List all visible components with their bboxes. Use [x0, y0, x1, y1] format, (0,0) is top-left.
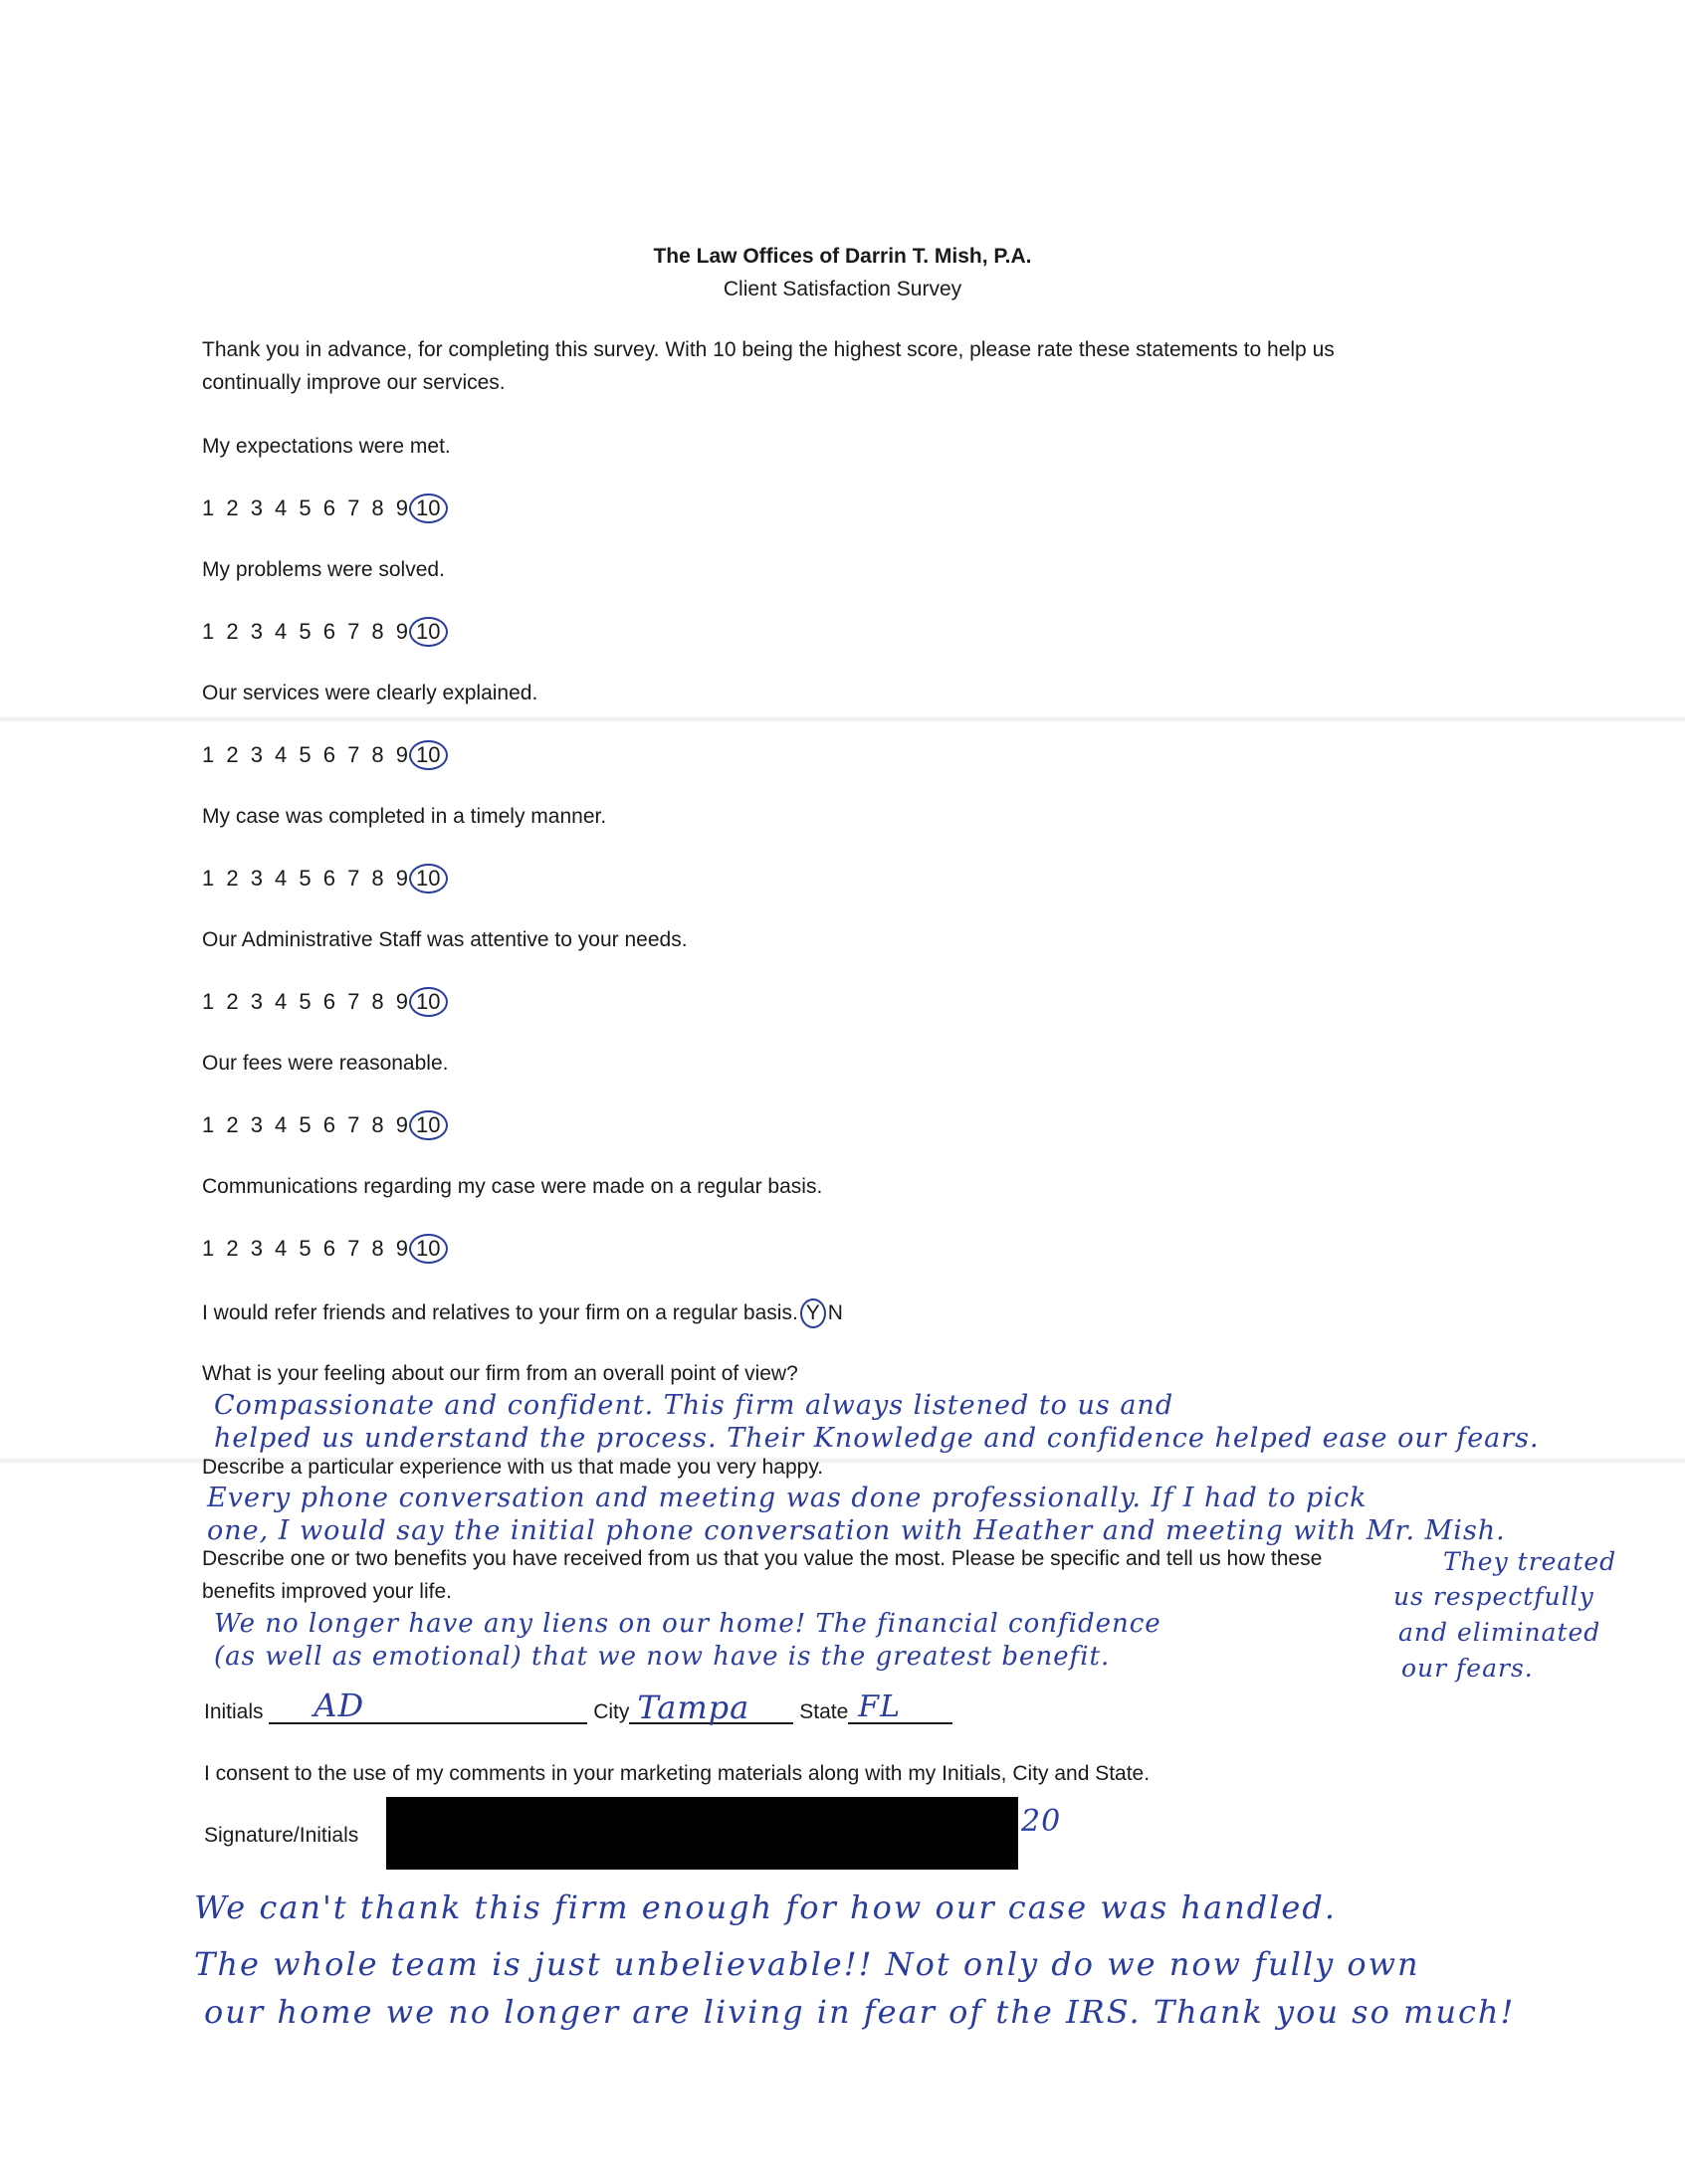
identity-row [204, 1687, 952, 1726]
scale-numbers: 1 2 3 4 5 6 7 8 9 [202, 496, 412, 520]
circled-score: 10 [409, 740, 447, 770]
rating-scale-admin-staff[interactable] [202, 987, 448, 1017]
city-value: Tampa [637, 1688, 750, 1726]
referral-no-option[interactable]: N [827, 1301, 843, 1324]
circled-score: 10 [409, 617, 447, 647]
scale-numbers: 1 2 3 4 5 6 7 8 9 [202, 742, 412, 767]
city-field[interactable] [629, 1688, 793, 1726]
statement-services-explained: Our services were clearly explained. [202, 682, 538, 704]
consent-statement: I consent to the use of my comments in your marketing materials along with my Initials, City and State. [204, 1762, 1151, 1785]
survey-title: Client Satisfaction Survey [723, 278, 962, 300]
statement-timely: My case was completed in a timely manner. [202, 805, 607, 828]
statement-admin-staff: Our Administrative Staff was attentive to your needs. [202, 928, 688, 951]
scale-numbers: 1 2 3 4 5 6 7 8 9 [202, 866, 412, 891]
question-overall: What is your feeling about our firm from an overall point of view? [202, 1362, 798, 1385]
answer-benefits-line-1: We no longer have any liens on our home! The financial confidence [214, 1609, 1161, 1639]
intro-line-2: continually improve our services. [202, 371, 506, 394]
rating-scale-problems[interactable] [202, 617, 448, 647]
referral-question-row [202, 1298, 843, 1328]
city-label: City [593, 1700, 630, 1723]
state-label: State [799, 1700, 849, 1723]
closing-note-line-1: We can't thank this firm enough for how our case was handled. [194, 1888, 1337, 1926]
circled-score: 10 [409, 1110, 447, 1140]
scale-numbers: 1 2 3 4 5 6 7 8 9 [202, 619, 412, 644]
circled-score: 10 [409, 987, 447, 1017]
state-field[interactable] [848, 1689, 952, 1724]
answer-overall-line-2: helped us understand the process. Their Knowledge and confidence helped ease our fears. [214, 1423, 1540, 1454]
answer-experience-line-1: Every phone conversation and meeting was done professionally. If I had to pick [207, 1483, 1368, 1513]
rating-scale-expectations[interactable] [202, 494, 448, 523]
paper-fold-line [0, 716, 1685, 722]
rating-scale-timely[interactable] [202, 864, 448, 893]
question-benefits-line-1: Describe one or two benefits you have received from us that you value the most. Please be specific and tell us how these [202, 1547, 1323, 1570]
answer-benefits-line-2: (as well as emotional) that we now have is the greatest benefit. [214, 1642, 1111, 1672]
circled-score: 10 [409, 1234, 447, 1264]
redacted-signature [386, 1797, 1018, 1870]
margin-note-line-2: us respectfully [1393, 1582, 1594, 1611]
circled-score: 10 [409, 864, 447, 893]
margin-note-line-3: and eliminated [1398, 1618, 1601, 1647]
rating-scale-fees[interactable] [202, 1110, 448, 1140]
statement-expectations: My expectations were met. [202, 435, 451, 458]
circled-score: 10 [409, 494, 447, 523]
question-experience: Describe a particular experience with us that made you very happy. [202, 1456, 824, 1479]
closing-note-line-3: our home we no longer are living in fear of the IRS. Thank you so much! [204, 1993, 1516, 2031]
referral-question: I would refer friends and relatives to your firm on a regular basis. [202, 1301, 798, 1324]
margin-note-line-4: our fears. [1401, 1654, 1534, 1683]
signature-date-fragment: 20 [1021, 1804, 1062, 1839]
rating-scale-services-explained[interactable] [202, 740, 448, 770]
statement-problems: My problems were solved. [202, 558, 445, 581]
answer-experience-line-2: one, I would say the initial phone conversation with Heather and meeting with Mr. Mish. [207, 1515, 1506, 1546]
closing-note-line-2: The whole team is just unbelievable!! Not only do we now fully own [194, 1945, 1420, 1983]
scale-numbers: 1 2 3 4 5 6 7 8 9 [202, 1236, 412, 1261]
scale-numbers: 1 2 3 4 5 6 7 8 9 [202, 1112, 412, 1137]
statement-communications: Communications regarding my case were made on a regular basis. [202, 1175, 823, 1198]
answer-overall-line-1: Compassionate and confident. This firm always listened to us and [214, 1390, 1174, 1421]
initials-label: Initials [204, 1700, 264, 1723]
initials-value: AD [314, 1687, 365, 1724]
statement-fees: Our fees were reasonable. [202, 1052, 449, 1075]
signature-label: Signature/Initials [204, 1824, 359, 1847]
referral-yes-option[interactable]: Y [800, 1298, 826, 1328]
scale-numbers: 1 2 3 4 5 6 7 8 9 [202, 989, 412, 1014]
firm-name: The Law Offices of Darrin T. Mish, P.A. [653, 245, 1032, 268]
margin-note-line-1: They treated [1443, 1547, 1617, 1576]
rating-scale-communications[interactable] [202, 1234, 448, 1264]
state-value: FL [858, 1689, 902, 1724]
initials-field[interactable] [269, 1687, 587, 1724]
intro-line-1: Thank you in advance, for completing this survey. With 10 being the highest score, please rate these statements to help us [202, 338, 1335, 361]
question-benefits-line-2: benefits improved your life. [202, 1580, 452, 1603]
